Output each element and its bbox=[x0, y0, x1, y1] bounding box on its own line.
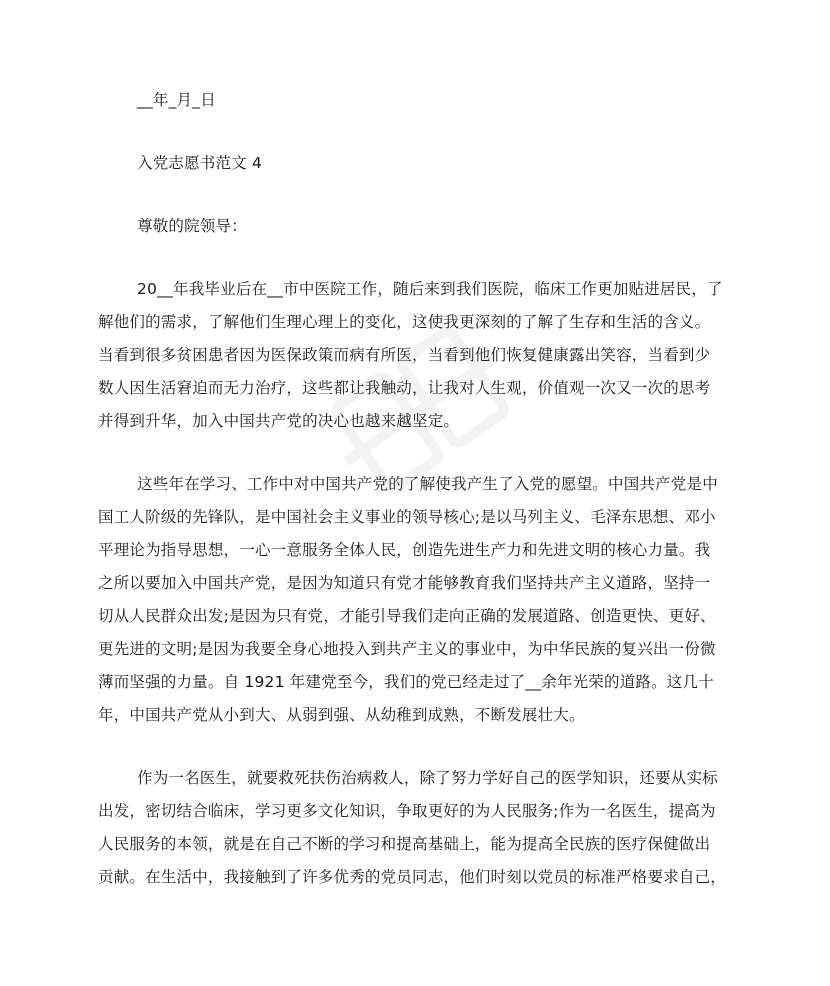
paragraph-line: 年，中国共产党从小到大、从弱到强、从幼稚到成熟，不断发展壮大。 bbox=[98, 706, 585, 724]
paragraph-line: 更先进的文明;是因为我要全身心地投入到共产主义的事业中，为中华民族的复兴出一份微 bbox=[98, 640, 716, 658]
document-title: 入党志愿书范文 4 bbox=[137, 154, 263, 172]
document-body bbox=[98, 84, 743, 894]
paragraph-line: 平理论为指导思想，一心一意服务全体人民，创造先进生产力和先进文明的核心力量。我 bbox=[98, 541, 711, 559]
paragraph-line: 当看到很多贫困患者因为医保政策而病有所医，当看到他们恢复健康露出笑容，当看到少 bbox=[98, 346, 711, 364]
paragraph-line: 国工人阶级的先锋队，是中国社会主义事业的领导核心;是以马列主义、毛泽东思想、邓小 bbox=[98, 508, 716, 526]
paragraph-line: 作为一名医生，就要救死扶伤治病救人，除了努力学好自己的医学知识，还要从实标 bbox=[137, 769, 718, 787]
paragraph-line: 并得到升华，加入中国共产党的决心也越来越坚定。 bbox=[98, 412, 460, 430]
paragraph-2 bbox=[98, 468, 743, 732]
paragraph-line: 切从人民群众出发;是因为只有党，才能引导我们走向正确的发展道路、创造更快、更好、 bbox=[98, 607, 716, 625]
paragraph-1 bbox=[98, 273, 743, 438]
paragraph-line: 之所以要加入中国共产党，是因为知道只有党才能够教育我们坚持共产主义道路，坚持一 bbox=[98, 574, 711, 592]
date-line: __年_月_日 bbox=[137, 91, 216, 109]
greeting: 尊敬的院领导： bbox=[137, 217, 247, 235]
paragraph-line: 20__年我毕业后在__市中医院工作，随后来到我们医院，临床工作更加贴进居民，了 bbox=[137, 280, 723, 298]
paragraph-line: 这些年在学习、工作中对中国共产党的了解使我产生了入党的愿望。中国共产党是中 bbox=[137, 475, 718, 493]
paragraph-3 bbox=[98, 762, 743, 894]
paragraph-line: 人民服务的本领，就是在自己不断的学习和提高基础上，能为提高全民族的医疗保健做出 bbox=[98, 835, 711, 853]
paragraph-line: 薄而坚强的力量。自 1921 年建党至今，我们的党已经走过了__余年光荣的道路。这几十 bbox=[98, 673, 714, 691]
paragraph-line: 数人因生活窘迫而无力治疗，这些都让我触动，让我对人生观，价值观一次又一次的思考 bbox=[98, 379, 711, 397]
paragraph-line: 出发，密切结合临床，学习更多文化知识，争取更好的为人民服务;作为一名医生，提高为 bbox=[98, 802, 716, 820]
paragraph-line: 解他们的需求，了解他们生理心理上的变化，这使我更深刻的了解了生存和生活的含义。 bbox=[98, 313, 711, 331]
paragraph-line: 贡献。在生活中，我接触到了许多优秀的党员同志，他们时刻以党员的标准严格要求自己， bbox=[98, 868, 727, 886]
